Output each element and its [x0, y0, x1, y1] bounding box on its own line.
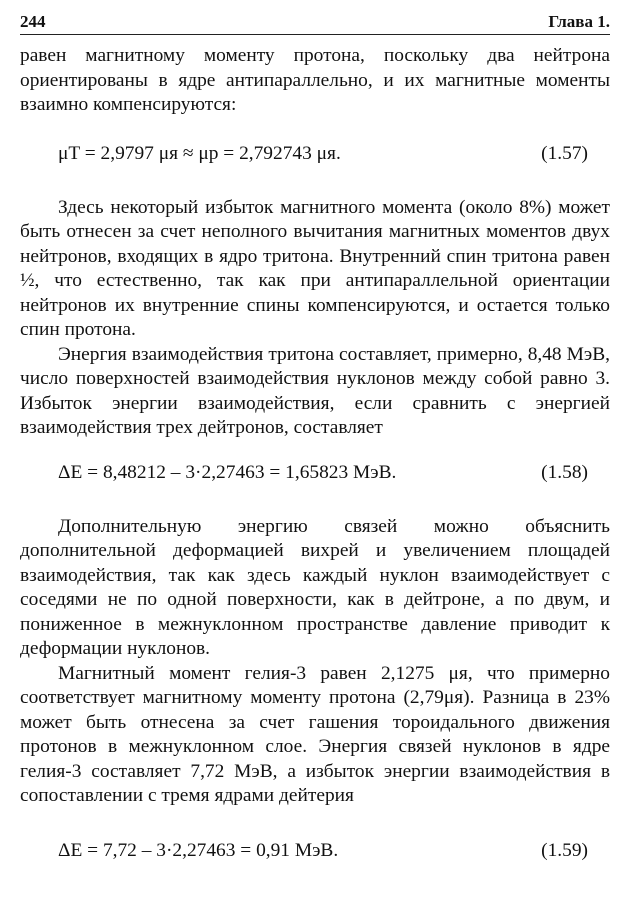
equation-expression: ΔE = 8,48212 – 3·2,27463 = 1,65823 МэВ. — [58, 461, 397, 483]
page-header — [20, 10, 610, 32]
equation-1-58 — [20, 461, 610, 485]
equation-expression: μT = 2,9797 μя ≈ μp = 2,792743 μя. — [58, 142, 341, 164]
equation-number: (1.57) — [541, 142, 588, 164]
page-body — [20, 44, 610, 863]
paragraph-2: Здесь некоторый избыток магнитного момента (около 8%) может быть отнесен за счет неполного вычитания магнитных моментов двух нейтронов, входящих в ядро тритона. Внутренний спин тритона равен ½, что естественно, так как при антипараллельной ориентации нейтронов их внутренние спины компенсируются, и остается только спин протона. — [20, 196, 610, 340]
equation-expression: ΔE = 7,72 – 3·2,27463 = 0,91 МэВ. — [58, 839, 339, 861]
paragraph-3: Энергия взаимодействия тритона составляет, примерно, 8,48 МэВ, число поверхностей взаимодействия нуклонов между собой равно 3. Избыток энергии взаимодействия, если сравнить с энергией взаимодействия трех дейтронов, составляет — [20, 343, 610, 438]
page-number: 244 — [20, 12, 46, 31]
header-rule — [20, 34, 610, 35]
equation-1-57 — [20, 142, 610, 166]
paragraph-1: равен магнитному моменту протона, поскольку два нейтрона ориентированы в ядре антипараллельно, и их магнитные моменты взаимно компенсируются: — [20, 45, 610, 115]
paragraph-5: Магнитный момент гелия-3 равен 2,1275 μя, что примерно соответствует магнитному моменту протона (2,79μя). Разница в 23% может быть отнесена за счет гашения тороидального движения протонов в межнуклонном слое. Энергия связей нуклонов в ядре гелия-3 составляет 7,72 МэВ, а избыток энергии взаимодействия в сопоставлении с тремя ядрами дейтерия — [20, 662, 610, 806]
paragraph-4: Дополнительную энергию связей можно объяснить дополнительной деформацией вихрей и увеличением площадей взаимодействия, так как здесь каждый нуклон взаимодействует с соседями не по одной поверхности, как в дейтроне, а по двум, и пониженное в межнуклонном пространстве давление приводит к деформации нуклонов. — [20, 515, 610, 659]
chapter-title: Глава 1. — [548, 12, 610, 31]
equation-number: (1.59) — [541, 839, 588, 861]
equation-number: (1.58) — [541, 461, 588, 483]
equation-1-59 — [20, 839, 610, 863]
